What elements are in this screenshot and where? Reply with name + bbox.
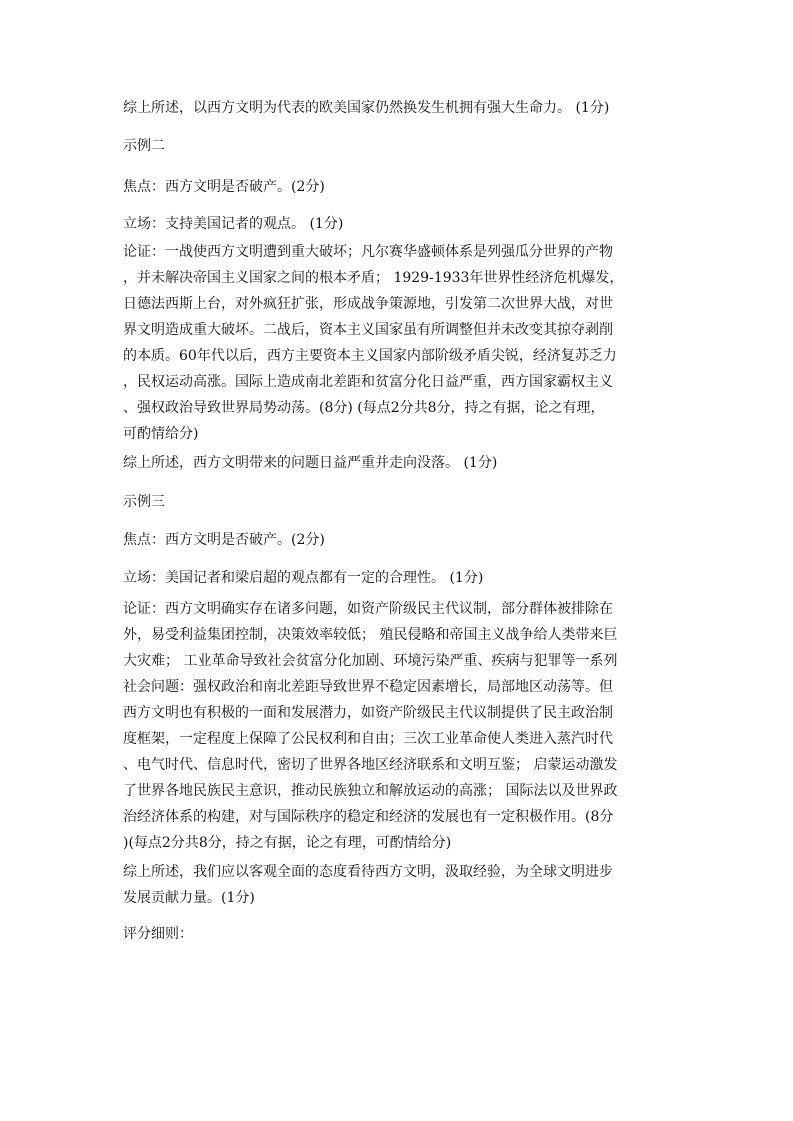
example-2-focus: 焦点：西方文明是否破产。(2分): [123, 179, 325, 195]
example-3-heading: 示例三: [123, 494, 165, 510]
example-3-argument-line: 治经济体系的构建，对与国际秩序的稳定和经济的发展也有一定积极作用。(8分: [123, 809, 614, 825]
example-3-stance: 立场：美国记者和梁启超的观点都有一定的合理性。 (1分): [123, 570, 484, 586]
example-3-argument-line: 度框架，一定程度上保障了公民权利和自由；三次工业革命使人类进入蒸汽时代: [123, 731, 613, 747]
summary-line-example-1: 综上所述，以西方文明为代表的欧美国家仍然换发生机拥有强大生命力。 (1分): [123, 100, 610, 116]
example-2-argument-line: ，民权运动高涨。国际上造成南北差距和贫富分化日益严重，西方国家霸权主义: [123, 374, 613, 390]
example-3-argument-line: 大灾难； 工业革命导致社会贫富分化加剧、环境污染严重、疾病与犯罪等一系列: [123, 653, 618, 669]
example-2-argument-line: 论证：一战使西方文明遭到重大破坏；凡尔赛华盛顿体系是列强瓜分世界的产物: [123, 244, 613, 260]
example-2-argument-line: ，并未解决帝国主义国家之间的根本矛盾； 1929-1933年世界性经济危机爆发，: [123, 270, 624, 286]
example-2-argument-line: 、强权政治导致世界局势动荡。(8分) (每点2分共8分，持之有据，论之有理，: [123, 400, 605, 416]
example-2-argument-line: 可酌情给分): [123, 426, 199, 442]
example-3-argument-line: 论证：西方文明确实存在诸多问题，如资产阶级民主代议制，部分群体被排除在: [123, 601, 613, 617]
example-2-heading: 示例二: [123, 138, 165, 154]
example-3-argument-line: 、电气时代、信息时代，密切了世界各地区经济联系和文明互鉴； 启蒙运动激发: [123, 757, 618, 773]
example-3-focus: 焦点：西方文明是否破产。(2分): [123, 532, 325, 548]
summary-line-example-2: 综上所述，西方文明带来的问题日益严重并走向没落。 (1分): [123, 455, 498, 471]
summary-line-example-3: 综上所述，我们应以客观全面的态度看待西方文明，汲取经验，为全球文明进步: [123, 864, 613, 880]
scoring-rules-heading: 评分细则：: [123, 926, 193, 942]
example-3-argument-line: 了世界各地民族民主意识，推动民族独立和解放运动的高涨； 国际法以及世界政: [123, 783, 618, 799]
example-3-argument-line: 社会问题：强权政治和南北差距导致世界不稳定因素增长，局部地区动荡等。但: [123, 679, 613, 695]
example-3-argument-line: 外，易受利益集团控制，决策效率较低； 殖民侵略和帝国主义战争给人类带来巨: [123, 627, 618, 643]
example-3-argument-line: )(每点2分共8分，持之有据，论之有理，可酌情给分): [123, 835, 452, 851]
example-3-argument-line: 西方文明也有积极的一面和发展潜力，如资产阶级民主代议制提供了民主政治制: [123, 705, 613, 721]
example-2-stance: 立场：支持美国记者的观点。 (1分): [123, 216, 344, 232]
summary-line-example-3: 发展贡献力量。(1分): [123, 890, 255, 906]
example-2-argument-line: 的本质。60年代以后，西方主要资本主义国家内部阶级矛盾尖锐，经济复苏乏力: [123, 348, 617, 364]
example-2-argument-line: 界文明造成重大破坏。二战后，资本主义国家虽有所调整但并未改变其掠夺剥削: [123, 322, 613, 338]
example-2-argument-line: 日德法西斯上台，对外疯狂扩张，形成战争策源地，引发第二次世界大战，对世: [123, 296, 613, 312]
